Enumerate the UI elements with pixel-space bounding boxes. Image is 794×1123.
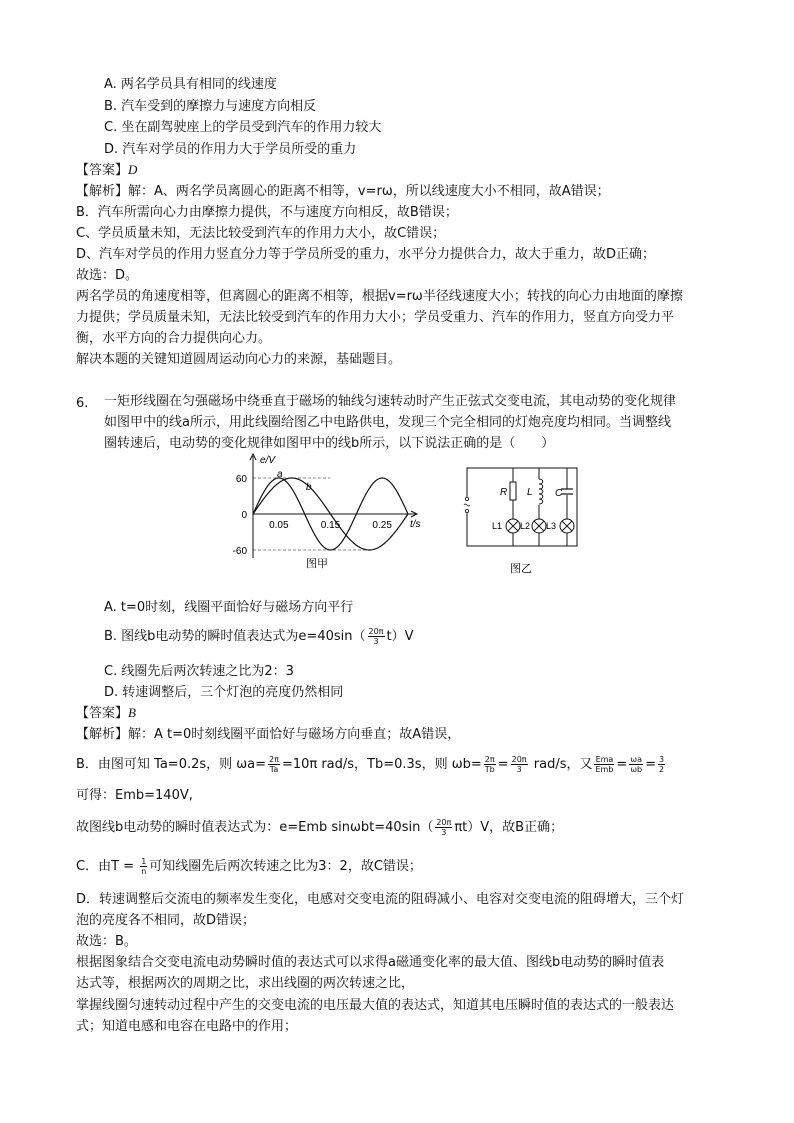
q6-analysis-line: D．转速调整后交流电的频率发生变化，电感对交变电流的阻碍减小、电容对交变电流的阻碍增大，三个灯 xyxy=(76,892,685,907)
q6-analysis-line: 故选：B。 xyxy=(76,934,137,949)
q5-analysis-line: D、汽车对学员的作用力竖直分力等于学员所受的重力，水平分力提供合力，故大于重力，故D正确； xyxy=(76,247,656,262)
y-tick-label: 0 xyxy=(241,510,247,521)
q5-analysis-line: B．汽车所需向心力由摩擦力提供，不与速度方向相反，故B错误； xyxy=(76,205,458,220)
resistor-symbol xyxy=(510,482,516,500)
q5-analysis-line: 解决本题的关键知道圆周运动向心力的来源，基础题目。 xyxy=(76,352,402,367)
figure-jia-chart xyxy=(220,452,440,580)
q6-analysis-line: 达式等，根据两次的周期之比，求出线圈的两次转速之比， xyxy=(76,976,415,991)
lamp-1-label: L1 xyxy=(492,521,503,531)
inductor-label: L xyxy=(527,487,533,498)
x-tick-label: 0.15 xyxy=(320,520,341,531)
lamp-2-label: L2 xyxy=(520,521,531,531)
q5-option-a: A. 两名学员具有相同的线速度 xyxy=(104,77,277,92)
x-axis-label: t/s xyxy=(410,519,421,530)
q6-option-b: B. 图线b电动势的瞬时值表达式为e=40sin（ $\frac{20\pi}{3}$ t）V xyxy=(104,627,414,646)
q6-stem-line: 圈转速后，电动势的变化规律如图甲中的线b所示，以下说法正确的是（ ） xyxy=(104,436,555,451)
fraction: $\frac{20\pi}{3}$ xyxy=(511,755,527,774)
q6-stem-line: 一矩形线圈在匀强磁场中绕垂直于磁场的轴线匀速转动时产生正弦式交变电流，其电动势的变化规律 xyxy=(104,394,677,409)
q5-answer xyxy=(76,160,137,180)
answer-label: 【答案】 xyxy=(76,163,129,178)
q6-option-d: D. 转速调整后，三个灯泡的亮度仍然相同 xyxy=(104,685,344,700)
fraction: $\frac{\omega a}{\omega b}$ xyxy=(630,755,643,774)
q5-analysis-line: 衡，水平方向的合力提供向心力。 xyxy=(76,331,272,346)
chart-title: 图甲 xyxy=(306,558,328,570)
q5-analysis-line: 力提供；学员质量未知，无法比较受到汽车的作用力大小；学员受重力、汽车的作用力，竖直方向受力平 xyxy=(76,310,675,325)
fraction: $\frac{20\pi}{3}$ xyxy=(436,818,452,837)
analysis-label: 【解析】 xyxy=(76,184,129,199)
q6-analysis-b-line: B．由图可知 Ta=0.2s，则 ωa= $\frac{2\pi}{Ta}$ =10π rad/s，Tb=0.3s，则 ωb= $\frac{2\pi}{Tb}$ = $\frac{20\pi}{3}$ rad/s，又 $\frac{\text{Ema}}{\text{Emb}}$ = $\frac{\omega a}{\omega b}$ = $\frac{3}{2}$ xyxy=(76,755,665,774)
q6-stem-line: 如图甲中的线a所示，用此线圈给图乙中电路供电，发现三个完全相同的灯炮亮度均相同。当调整线 xyxy=(104,415,671,430)
lamp-3-label: L3 xyxy=(546,521,557,531)
q5-analysis-line: C、学员质量未知，无法比较受到汽车的作用力大小，故C错误； xyxy=(76,226,446,241)
q5-analysis-line: 故选：D。 xyxy=(76,268,139,283)
circuit-caption: 图乙 xyxy=(510,563,532,575)
q6-analysis-line: 泡的亮度各不相同，故D错误； xyxy=(76,913,256,928)
x-tick-label: 0.05 xyxy=(269,520,289,531)
q5-analysis-line-1: 【解析】解：A、两名学员离圆心的距离不相等，v=rω，所以线速度大小不相同，故A错误； xyxy=(76,184,610,199)
q5-option-d: D. 汽车对学员的作用力大于学员所受的重力 xyxy=(104,142,357,157)
series-a-label: a xyxy=(277,469,283,480)
q6-analysis-line: 根据图象结合交变电流电动势瞬时值的表达式可以求得a磁通变化率的最大值、图线b电动势的瞬时值表 xyxy=(76,955,665,970)
fraction: $\frac{20\pi}{3}$ xyxy=(368,627,384,646)
q6-analysis-line: 式；知道电感和电容在电路中的作用； xyxy=(76,1019,298,1034)
answer-value: B xyxy=(128,705,136,720)
fraction: $\frac{\text{Ema}}{\text{Emb}}$ xyxy=(595,755,614,774)
q6-analysis-c-line: C．由T = $\frac{1}{n}$ 可知线圈先后两次转速之比为3：2，故C错误； xyxy=(76,857,422,876)
y-axis-label: e/V xyxy=(260,455,276,466)
capacitor-label: C xyxy=(555,488,563,499)
q6-analysis-expr-line: 故图线b电动势的瞬时值表达式为：e=Emb sinωbt=40sin（ $\frac{20\pi}{3}$ πt）V，故B正确； xyxy=(76,818,564,837)
q5-analysis-line: 两名学员的角速度相等，但离圆心的距离不相等，根据v=rω半径线速度大小；转找的向心力由地面的摩擦 xyxy=(76,289,683,304)
resistor-label: R xyxy=(500,487,508,498)
q5-option-c: C. 坐在副驾驶座上的学员受到汽车的作用力较大 xyxy=(104,120,382,135)
y-tick-label: -60 xyxy=(232,546,247,557)
q6-analysis-line-1: 【解析】解：A t=0时刻线圈平面恰好与磁场方向垂直；故A错误， xyxy=(76,727,461,742)
fraction: $\frac{1}{n}$ xyxy=(141,857,147,876)
q6-option-a: A. t=0时刻，线圈平面恰好与磁场方向平行 xyxy=(104,600,354,615)
lamp-1-symbol xyxy=(506,519,520,533)
answer-value: D xyxy=(128,162,138,177)
analysis-label: 【解析】 xyxy=(76,727,129,742)
answer-label: 【答案】 xyxy=(76,706,129,721)
figure-yi-circuit xyxy=(455,462,590,577)
ac-source-symbol xyxy=(463,497,471,512)
lamp-3-symbol xyxy=(560,519,574,533)
circuit-wire xyxy=(467,468,577,546)
fraction: $\frac{3}{2}$ xyxy=(659,755,665,774)
q6-analysis-line: 可得：Emb=140V, xyxy=(76,788,193,803)
q6-option-c: C. 线圈先后两次转速之比为2：3 xyxy=(104,664,294,679)
fraction: $\frac{2\pi}{Ta}$ xyxy=(269,755,279,774)
x-tick-label: 0.25 xyxy=(372,520,392,531)
y-tick-label: 60 xyxy=(235,474,247,485)
q5-option-b: B. 汽车受到的摩擦力与速度方向相反 xyxy=(104,99,317,114)
series-b-label: b xyxy=(306,482,312,493)
lamp-2-symbol xyxy=(532,519,546,533)
q6-answer xyxy=(76,703,136,723)
q6-analysis-line: 掌握线圈匀速转动过程中产生的交变电流的电压最大值的表达式，知道其电压瞬时值的表达式的一般表达 xyxy=(76,998,675,1013)
fraction: $\frac{2\pi}{Tb}$ xyxy=(484,755,495,774)
q6-number: 6. xyxy=(76,396,89,411)
